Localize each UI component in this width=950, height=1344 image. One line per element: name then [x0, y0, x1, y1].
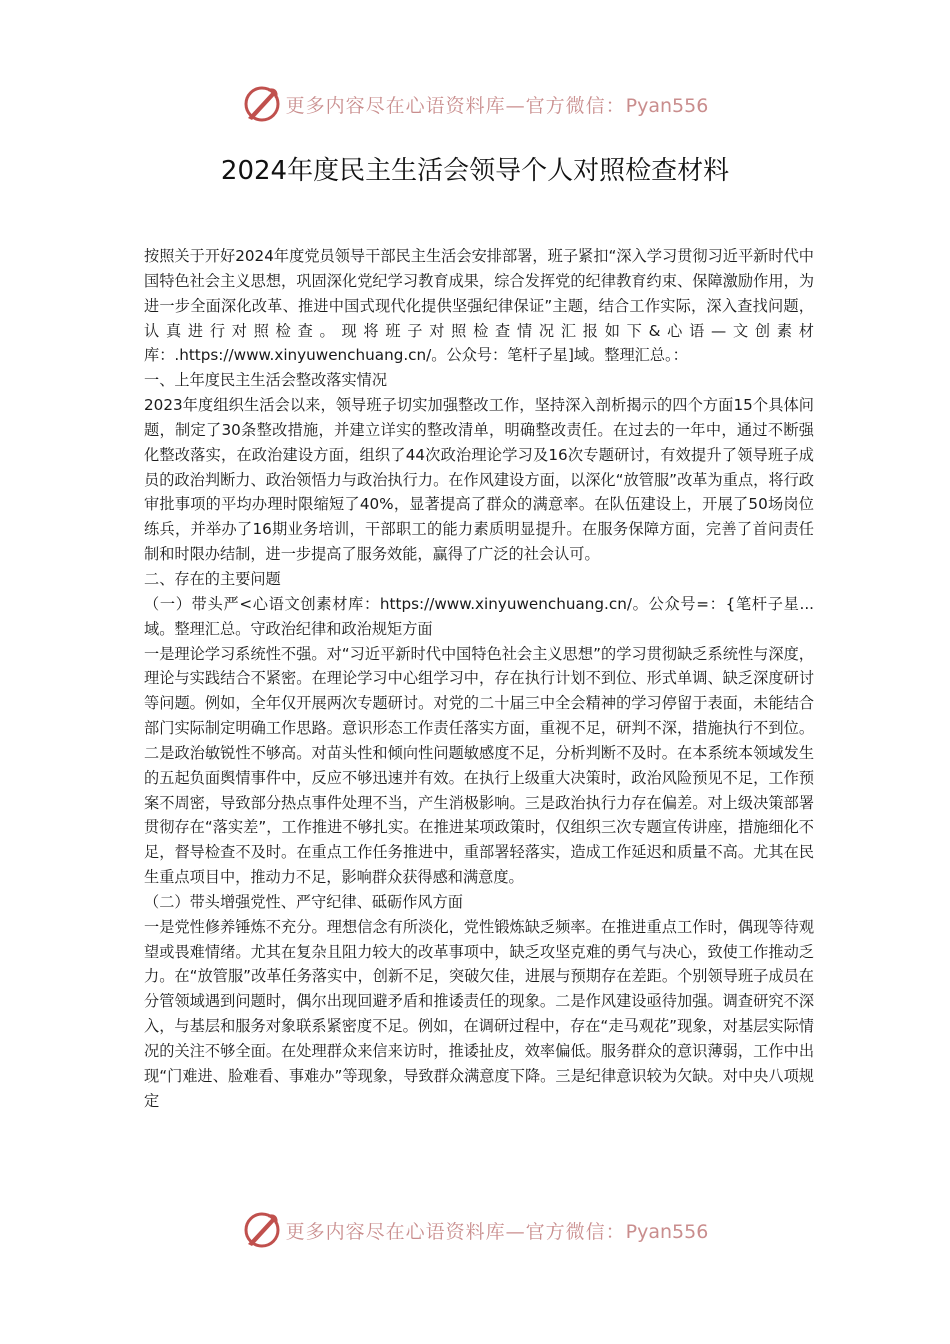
watermark-text: 更多内容尽在心语资料库—官方微信：Pyan556 — [285, 94, 709, 117]
footer-watermark — [0, 1208, 950, 1252]
body-paragraph: 一是理论学习系统性不强。对“习近平新时代中国特色社会主义思想”的学习贯彻缺乏系统性与深度，理论与实践结合不紧密。在理论学习中心组学习中，存在执行计划不到位、形式单调、缺乏深度研讨等问题。例如，全年仅开展两次专题研讨。对党的二十届三中全会精神的学习停留于表面，未能结合部门实际制定明确工作思路。意识形态工作责任落实方面，重视不足，研判不深，措施执行不到位。二是政治敏锐性不够高。对苗头性和倾向性问题敏感度不足，分析判断不及时。在本系统本领域发生的五起负面舆情事件中，反应不够迅速并有效。在执行上级重大决策时，政治风险预见不足，工作预案不周密，导致部分热点事件处理不当，产生消极影响。三是政治执行力存在偏差。对上级决策部署贯彻存在“落实差”，工作推进不够扎实。在推进某项政策时，仅组织三次专题宣传讲座，措施细化不足，督导检查不及时。在重点工作任务推进中，重部署轻落实，造成工作延迟和质量不高。尤其在民生重点项目中，推动力不足，影响群众获得感和满意度。 — [144, 644, 814, 887]
pen-logo-icon — [242, 84, 282, 124]
document-title: 2024年度民主生活会领导个人对照检查材料 — [220, 156, 730, 186]
watermark-text: 更多内容尽在心语资料库—官方微信：Pyan556 — [285, 1220, 709, 1243]
wechat-id: Pyan556 — [625, 1220, 709, 1243]
intro-paragraph: 按照关于开好2024年度党员领导干部民主生活会安排部署，班子紧扣“深入学习贯彻习近平新时代中国特色社会主义思想，巩固深化党纪学习教育成果，综合发挥党的纪律教育约束、保障激励作用，为进一步全面深化改革、推进中国式现代化提供坚强纪律保证”主题，结合工作实际，深入查找问题，认真进行对照检查。现将班子对照检查情况汇报如下&心语—文创素材库：.https://www.xinyuwenchuang.cn/。公众号：笔杆子星]域。整理汇总。： — [144, 247, 814, 365]
header-watermark — [0, 82, 950, 126]
subsection-heading: （二）带头增强党性、严守纪律、砥砺作风方面 — [144, 892, 463, 911]
subsection-heading: （一）带头严<心语文创素材库：https://www.xinyuwenchuang.cn/。公众号=：{笔杆子星...域。整理汇总。守政治纪律和政治规矩方面 — [144, 594, 814, 638]
section-heading: 二、存在的主要问题 — [144, 569, 281, 588]
body-paragraph: 2023年度组织生活会以来，领导班子切实加强整改工作，坚持深入剖析揭示的四个方面15个具体问题，制定了30条整改措施，并建立详实的整改清单，明确整改责任。在过去的一年中，通过不断强化整改落实，在政治建设方面，组织了44次政治理论学习及16次专题研讨，有效提升了领导班子成员的政治判断力、政治领悟力与政治执行力。在作风建设方面，以深化“放管服”改革为重点，将行政审批事项的平均办理时限缩短了40%，显著提高了群众的满意率。在队伍建设上，开展了50场岗位练兵，并举办了16期业务培训，干部职工的能力素质明显提升。在服务保障方面，完善了首问责任制和时限办结制，进一步提高了服务效能，赢得了广泛的社会认可。 — [144, 396, 814, 564]
pen-logo-icon — [242, 1210, 282, 1250]
document-body — [144, 244, 814, 1114]
wechat-id: Pyan556 — [625, 94, 709, 117]
section-heading: 一、上年度民主生活会整改落实情况 — [144, 371, 387, 390]
body-paragraph: 一是党性修养锤炼不充分。理想信念有所淡化，党性锻炼缺乏频率。在推进重点工作时，偶现等待观望或畏难情绪。尤其在复杂且阻力较大的改革事项中，缺乏攻坚克难的勇气与决心，致使工作推动乏力。在“放管服”改革任务落实中，创新不足，突破欠佳，进展与预期存在差距。个别领导班子成员在分管领域遇到问题时，偶尔出现回避矛盾和推诿责任的现象。二是作风建设亟待加强。调查研究不深入，与基层和服务对象联系紧密度不足。例如，在调研过程中，存在“走马观花”现象，对基层实际情况的关注不够全面。在处理群众来信来访时，推诿扯皮，效率偏低。服务群众的意识薄弱，工作中出现“门难进、脸难看、事难办”等现象，导致群众满意度下降。三是纪律意识较为欠缺。对中央八项规定 — [144, 917, 814, 1110]
